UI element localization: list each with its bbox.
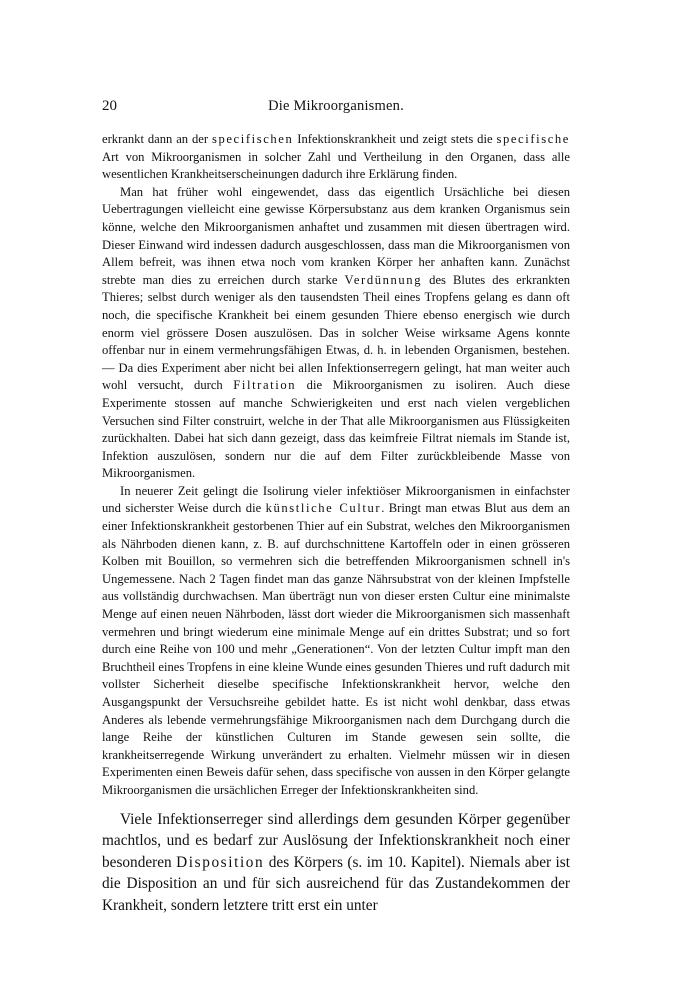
spaced-emphasis: Disposition — [176, 853, 265, 871]
text-run: Infektionskrankheit und zeigt stets die — [293, 132, 497, 146]
spaced-emphasis: specifischen — [211, 132, 294, 146]
page-number: 20 — [102, 98, 117, 114]
text-run: In neuerer Zeit gelingt die Isolirung vieler infektiöser Mikroorganismen in einfachster und sicherster Weise durch die — [102, 483, 570, 516]
text-run: erkrankt dann an der — [102, 132, 212, 146]
running-title: Die Mikroorganismen. — [268, 98, 404, 114]
spaced-emphasis: künstliche Cultur — [265, 501, 382, 516]
text-run: die Mikroorganismen zu isoliren. Auch diese Experimente stossen auf manche Schwierigkeiten und erst nach vielen vergeblichen Versuchen sind Filter construirt, welche in der That alle Mikroorganismen aus Flüssigkeiten zurückhalten. Dabei hat sich dann gezeigt, dass das keimfreie Filtrat niemals im Stande ist, Infektion auszulösen, sondern nur die auf dem Filter zurückbleibende Masse von Mikroorganismen. — [102, 378, 570, 481]
text-run: . Bringt man etwas Blut aus dem an einer Infektionskrankheit gestorbenen Thier auf ein Substrat, welches den Mikroorganismen als Nährboden dienen kann, z. B. auf durchschnittene Kartoffeln oder in einen grösseren Kolben mit Bouillon, so vermehren sich die betreffenden Mikroorganismen schnell in's Ungemessene. Nach 2 Tagen findet man das ganze Nährsubstrat von der kleinen Impfstelle aus vollständig durchwachsen. Man überträgt nun von dieser ersten Cultur eine minimalste Menge auf einen neuen Nährboden, lässt dort wieder die Mikroorganismen sich massenhaft vermehren und bringt wiederum eine minimale Menge auf ein drittes Substrat; und so fort durch eine Reihe von 100 und mehr „Generationen“. Von der letzten Cultur impft man den Bruchtheil eines Tropfens in eine kleine Wunde eines gesunden Thieres und ruft dadurch mit vollster Sicherheit dieselbe specifische Infektionskrankheit hervor, welche den Ausgangspunkt der Versuchsreihe gebildet hatte. Es ist nicht wohl denkbar, dass etwas Anderes als lebende vermehrungsfähige Mikroorganismen nach dem Durchgang durch die lange Reihe der künstlichen Culturen im Stande gewesen sein sollte, die krankheitserregende Wirkung unverändert zu erhalten. Vielmehr müssen wir in diesen Experimenten einen Beweis dafür sehen, dass specifische von aussen in den Körper gelangte Mikroorganismen die ursächlichen Erreger der Infektionskrankheiten sind. — [102, 501, 570, 797]
paragraph-4 — [102, 809, 570, 917]
page-body — [102, 131, 570, 916]
small-print-section — [102, 131, 570, 800]
page-header — [102, 98, 570, 120]
paragraph-1 — [102, 131, 570, 184]
spaced-emphasis: specifische — [496, 132, 570, 146]
spaced-emphasis: Filtration — [233, 378, 297, 393]
large-print-section — [102, 809, 570, 917]
text-run: Art von Mikroorganismen in solcher Zahl und Vertheilung in den Organen, dass alle wesentlichen Krankheitserscheinungen dadurch ihre Erklärung finden. — [102, 149, 570, 182]
text-run: des Körpers (s. im 10. Kapitel). Niemals aber ist die Disposition an und für sich ausreichend für das Zustandekommen der Krankheit, sondern letztere tritt erst ein unter — [102, 853, 571, 914]
text-run: Man hat früher wohl eingewendet, dass das eigentlich Ursächliche bei diesen Uebertragungen vielleicht eine gewisse Körpersubstanz aus dem kranken Organismus sein könne, welche den Mikroorganismen anhaftet und zusammen mit diesen übertragen wird. Dieser Einwand wird indessen dadurch ausgeschlossen, dass man die Mikroorganismen von Allem befreit, was ihnen etwa noch vom kranken Körper her anhaften kann. Zunächst strebte man dies zu erreichen durch starke — [102, 184, 570, 287]
spaced-emphasis: Verdünnung — [344, 272, 423, 287]
text-run: Viele Infektionserreger sind allerdings dem gesunden Körper gegenüber machtlos, und es bedarf zur Auslösung der Infektionskrankheit noch einer besonderen — [102, 810, 570, 871]
paragraph-2 — [102, 184, 570, 483]
paragraph-3 — [102, 483, 570, 800]
text-run: des Blutes des erkrankten Thieres; selbst durch weniger als den tausendsten Theil eines Tropfens gelang es dann oft noch, die specifische Krankheit bei einem gesunden Thiere ebenso energisch wie durch enorm viel grössere Dosen auszulösen. Das in solcher Weise wirksame Agens konnte offenbar nur in einem vermehrungsfähigen Etwas, d. h. in lebenden Organismen, bestehen. — Da dies Experiment aber nicht bei allen Infektionserregern gelingt, hat man weiter auch wohl versucht, durch — [102, 272, 570, 393]
